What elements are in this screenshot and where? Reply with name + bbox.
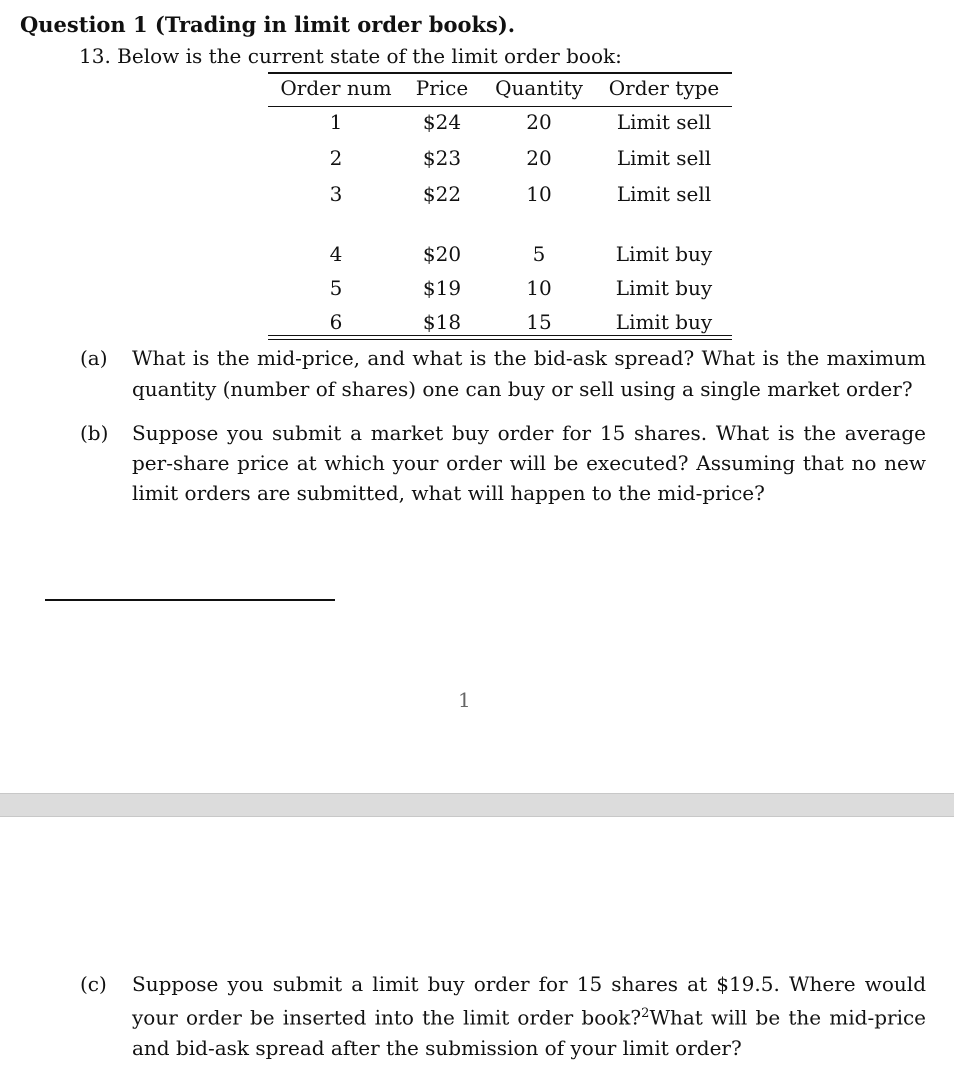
header-rule bbox=[268, 106, 732, 107]
cell-price: $22 bbox=[422, 182, 462, 206]
cell-order-num: 5 bbox=[329, 276, 343, 300]
header-price: Price bbox=[415, 76, 469, 100]
cell-order-type: Limit sell bbox=[616, 182, 712, 206]
header-order-num: Order num bbox=[280, 76, 392, 100]
footnote-separator bbox=[45, 599, 335, 601]
table-top-rule bbox=[268, 72, 732, 74]
cell-order-type: Limit buy bbox=[615, 242, 713, 266]
cell-order-num: 6 bbox=[329, 310, 343, 334]
cell-quantity: 15 bbox=[526, 310, 552, 334]
cell-price: $20 bbox=[422, 242, 462, 266]
cell-order-type: Limit buy bbox=[615, 276, 713, 300]
cell-order-num: 2 bbox=[329, 146, 343, 170]
cell-quantity: 20 bbox=[526, 110, 552, 134]
cell-price: $18 bbox=[422, 310, 462, 334]
cell-order-num: 1 bbox=[329, 110, 343, 134]
part-c-text-after: What will be the mid-price and bid-ask spread after the submission of your limit order? bbox=[132, 1005, 926, 1060]
part-b bbox=[80, 418, 926, 508]
part-a bbox=[80, 343, 926, 405]
question-intro: 13. Below is the current state of the limit order book: bbox=[79, 44, 622, 68]
cell-price: $23 bbox=[422, 146, 462, 170]
question-title: Question 1 (Trading in limit order books). bbox=[20, 12, 516, 37]
page-number: 1 bbox=[458, 688, 471, 712]
part-b-label: (b) bbox=[80, 421, 109, 445]
cell-order-type: Limit buy bbox=[615, 310, 713, 334]
page-break bbox=[0, 793, 954, 817]
table-bottom-rule-2 bbox=[268, 339, 732, 340]
cell-quantity: 20 bbox=[526, 146, 552, 170]
cell-order-num: 4 bbox=[329, 242, 343, 266]
cell-order-type: Limit sell bbox=[616, 146, 712, 170]
part-a-label: (a) bbox=[80, 346, 108, 370]
part-b-text: Suppose you submit a market buy order for 15 shares. What is the average per-share price at which your order will be executed? Assuming that no new limit orders are submitted, what will happen to the mid-price? bbox=[132, 421, 926, 505]
header-order-type: Order type bbox=[608, 76, 720, 100]
header-quantity: Quantity bbox=[495, 76, 583, 100]
part-c-text bbox=[132, 969, 926, 1063]
part-c-label: (c) bbox=[80, 972, 107, 996]
cell-quantity: 5 bbox=[532, 242, 546, 266]
cell-order-num: 3 bbox=[329, 182, 343, 206]
cell-price: $19 bbox=[422, 276, 462, 300]
footnote-marker[interactable]: 2 bbox=[641, 1006, 650, 1021]
cell-order-type: Limit sell bbox=[616, 110, 712, 134]
part-c-text-before: Suppose you submit a limit buy order for 15 shares at $19.5. Where would your order be inserted into the limit order book? bbox=[132, 972, 926, 1030]
table-bottom-rule-1 bbox=[268, 335, 732, 336]
cell-quantity: 10 bbox=[526, 276, 552, 300]
cell-quantity: 10 bbox=[526, 182, 552, 206]
part-a-text: What is the mid-price, and what is the bid-ask spread? What is the maximum quantity (number of shares) one can buy or sell using a single market order? bbox=[132, 346, 926, 401]
cell-price: $24 bbox=[422, 110, 462, 134]
part-c bbox=[80, 969, 926, 1063]
